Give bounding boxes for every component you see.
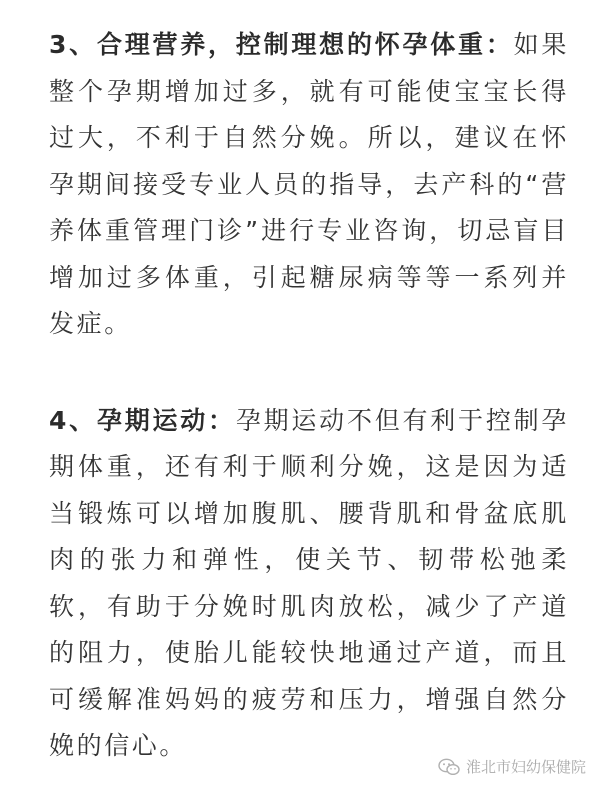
watermark-text: 淮北市妇幼保健院 (465, 758, 586, 776)
section-3-heading: 3、合理营养，控制理想的怀孕体重： (49, 30, 514, 59)
section-3-paragraph (49, 22, 569, 348)
source-watermark (438, 756, 586, 777)
section-4-paragraph (49, 398, 569, 770)
wechat-icon (438, 758, 460, 776)
section-3-text: 如果整个孕期增加过多，就有可能使宝宝长得过大，不利于自然分娩。所以，建议在怀孕期间接受专业人员的指导，去产科的“营养体重管理门诊”进行专业咨询，切忌盲目增加过多体重，引起糖尿病等等一系列并发症。 (49, 30, 569, 338)
section-4-text: 孕期运动不但有利于控制孕期体重，还有利于顺利分娩，这是因为适当锻炼可以增加腹肌、腰背肌和骨盆底肌肉的张力和弹性，使关节、韧带松弛柔软，有助于分娩时肌肉放松，减少了产道的阻力，使胎儿能较快地通过产道，而且可缓解准妈妈的疲劳和压力，增强自然分娩的信心。 (49, 405, 569, 760)
section-4-heading: 4、孕期运动： (49, 405, 236, 435)
article-body (49, 22, 569, 770)
